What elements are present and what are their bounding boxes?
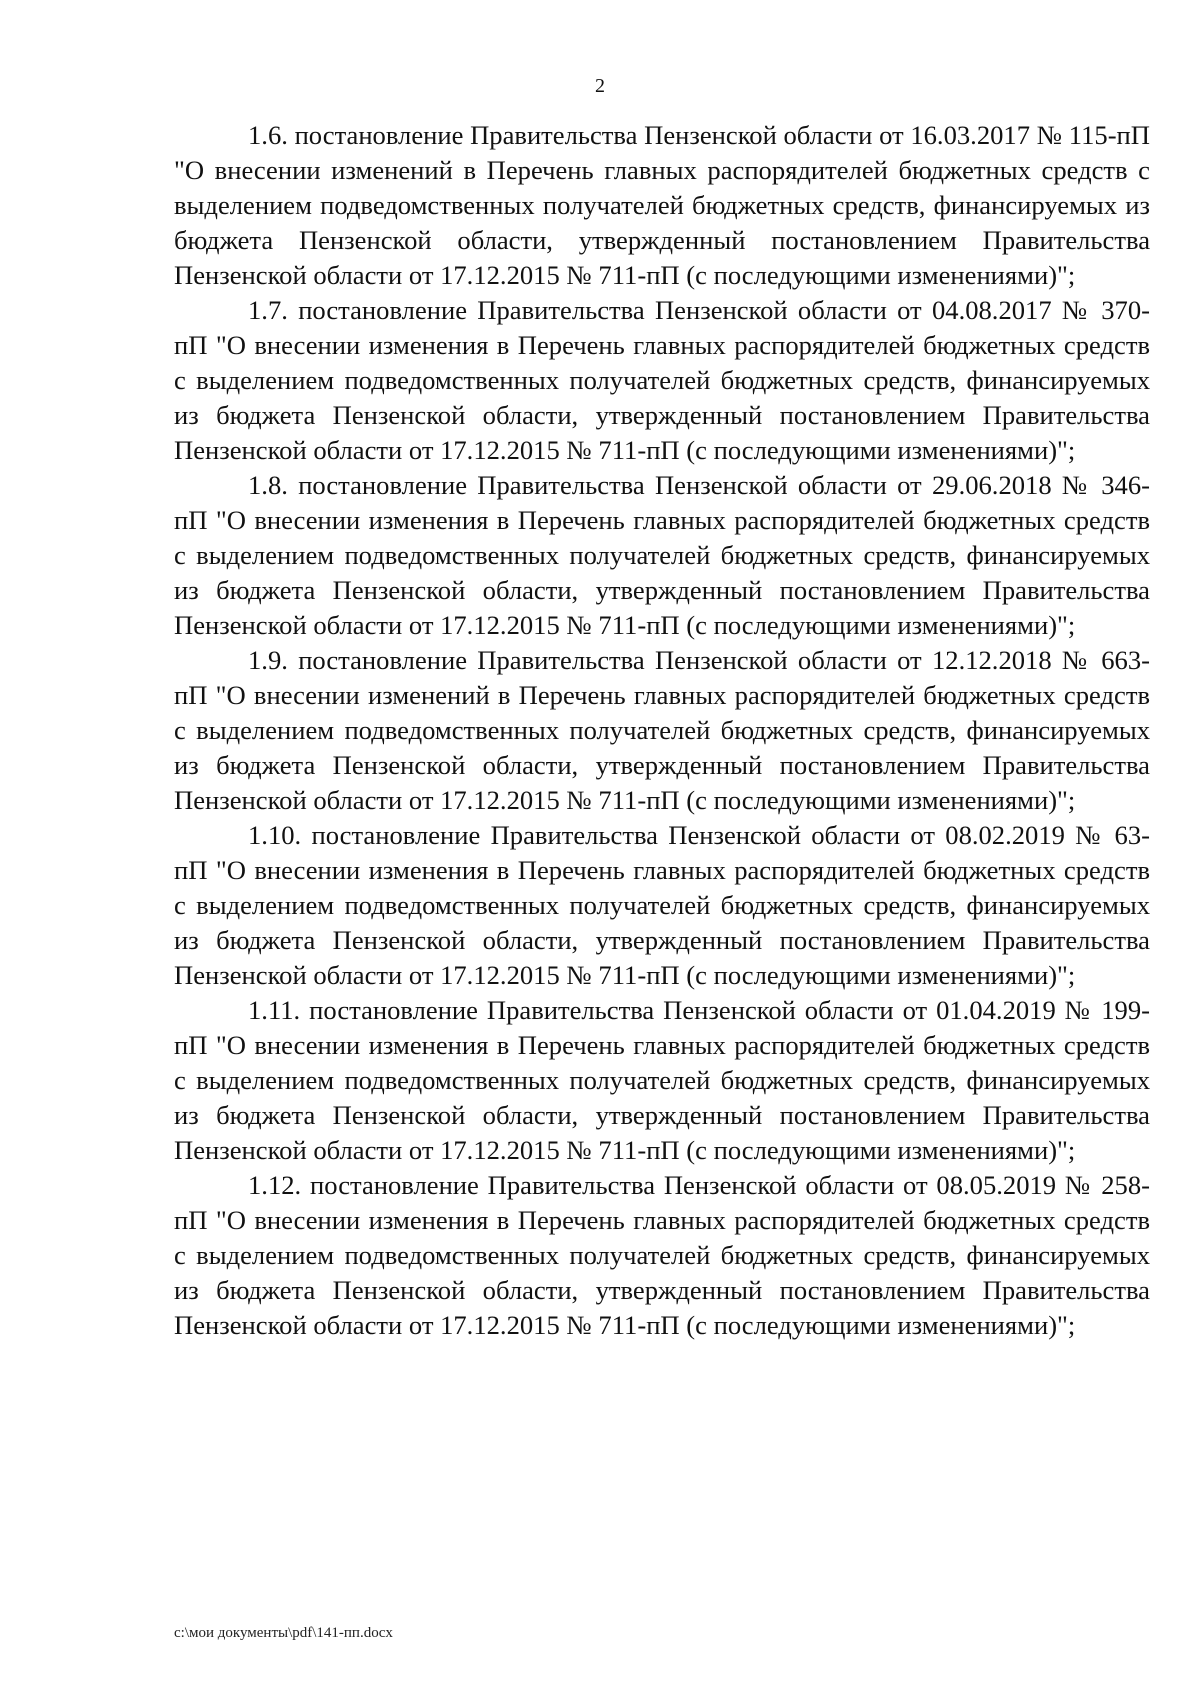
list-item: [174, 1168, 1150, 1343]
footer-file-path: с:\мои документы\pdf\141-пп.docx: [174, 1625, 393, 1641]
item-number: 1.11.: [248, 995, 301, 1025]
item-text: постановление Правительства Пензенской области от 01.04.2019 № 199-пП "О внесении изменения в Перечень главных распорядителей бюджетных средств с выделением подведомственных получателей бюджетных средств, финансируемых из бюджета Пензенской области, утвержденный постановлением Правительства Пензенской области от 17.12.2015 № 711-пП (с последующими изменениями)";: [174, 995, 1151, 1165]
item-number: 1.6.: [248, 120, 288, 150]
item-number: 1.10.: [248, 820, 302, 850]
item-text: постановление Правительства Пензенской области от 29.06.2018 № 346-пП "О внесении изменения в Перечень главных распорядителей бюджетных средств с выделением подведомственных получателей бюджетных средств, финансируемых из бюджета Пензенской области, утвержденный постановлением Правительства Пензенской области от 17.12.2015 № 711-пП (с последующими изменениями)";: [174, 470, 1150, 640]
item-text: постановление Правительства Пензенской области от 08.02.2019 № 63-пП "О внесении изменения в Перечень главных распорядителей бюджетных средств с выделением подведомственных получателей бюджетных средств, финансируемых из бюджета Пензенской области, утвержденный постановлением Правительства Пензенской области от 17.12.2015 № 711-пП (с последующими изменениями)";: [174, 820, 1150, 990]
item-number: 1.9.: [248, 645, 288, 675]
item-text: постановление Правительства Пензенской области от 04.08.2017 № 370-пП "О внесении изменения в Перечень главных распорядителей бюджетных средств с выделением подведомственных получателей бюджетных средств, финансируемых из бюджета Пензенской области, утвержденный постановлением Правительства Пензенской области от 17.12.2015 № 711-пП (с последующими изменениями)";: [174, 295, 1150, 465]
list-item: [174, 468, 1150, 643]
list-item: [174, 818, 1150, 993]
list-item: [174, 118, 1150, 293]
list-item: [174, 993, 1150, 1168]
item-text: постановление Правительства Пензенской области от 12.12.2018 № 663-пП "О внесении изменений в Перечень главных распорядителей бюджетных средств с выделением подведомственных получателей бюджетных средств, финансируемых из бюджета Пензенской области, утвержденный постановлением Правительства Пензенской области от 17.12.2015 № 711-пП (с последующими изменениями)";: [174, 645, 1150, 815]
list-item: [174, 293, 1150, 468]
item-text: постановление Правительства Пензенской области от 16.03.2017 № 115-пП "О внесении изменений в Перечень главных распорядителей бюджетных средств с выделением подведомственных получателей бюджетных средств, финансируемых из бюджета Пензенской области, утвержденный постановлением Правительства Пензенской области от 17.12.2015 № 711-пП (с последующими изменениями)";: [174, 120, 1150, 290]
item-number: 1.12.: [248, 1170, 302, 1200]
item-number: 1.7.: [248, 295, 288, 325]
item-number: 1.8.: [248, 470, 288, 500]
page-number: 2: [595, 75, 605, 97]
list-item: [174, 643, 1150, 818]
document-body: [174, 118, 1150, 1343]
item-text: постановление Правительства Пензенской области от 08.05.2019 № 258-пП "О внесении изменения в Перечень главных распорядителей бюджетных средств с выделением подведомственных получателей бюджетных средств, финансируемых из бюджета Пензенской области, утвержденный постановлением Правительства Пензенской области от 17.12.2015 № 711-пП (с последующими изменениями)";: [174, 1170, 1151, 1340]
